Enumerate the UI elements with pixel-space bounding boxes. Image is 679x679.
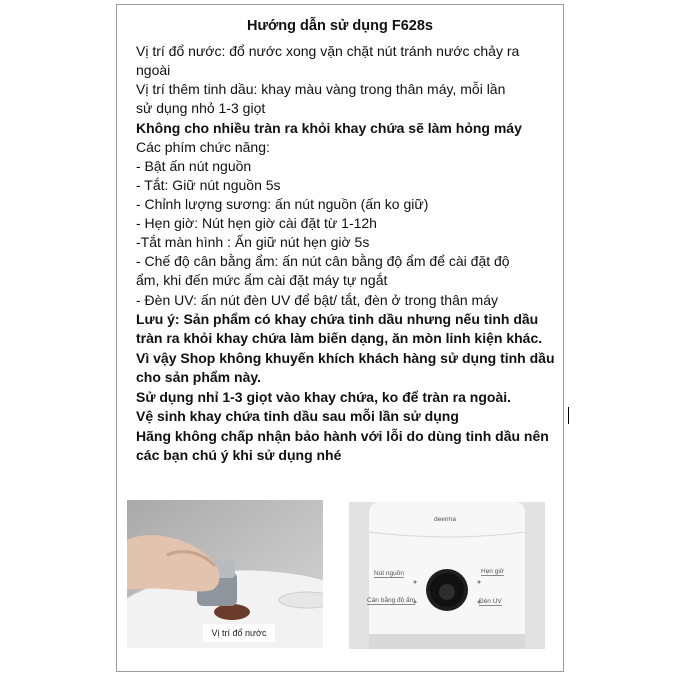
label-humidity-balance-button: Cân bằng độ ẩm: [367, 597, 416, 604]
document-line: Vệ sinh khay chứa tinh dầu sau mỗi lần sử dụng: [136, 408, 459, 424]
document-line: các bạn chú ý khi sử dụng nhé: [136, 447, 342, 463]
document-line: - Chế độ cân bằng ẩm: ấn nút cân bằng độ ẩm để cài đặt độ: [136, 253, 510, 269]
document-line: Không cho nhiều tràn ra khỏi khay chứa sẽ làm hỏng máy: [136, 120, 522, 136]
document-line: Sử dụng nhỉ 1-3 giọt vào khay chứa, ko để tràn ra ngoài.: [136, 389, 512, 405]
water-fill-photo: [127, 500, 323, 648]
document-line: cho sản phẩm này.: [136, 369, 261, 385]
document-line: - Bật ấn nút nguồn: [136, 158, 252, 174]
document-line: Vì vậy Shop không khuyến khích khách hàng sử dụng tinh dầu: [136, 350, 555, 366]
document-line: ẩm, khi đến mức ẩm cài đặt máy tự ngắt: [136, 272, 388, 288]
document-line: Vị trí thêm tinh dầu: khay màu vàng trong thân máy, mỗi lần: [136, 81, 506, 97]
control-panel-photo: [349, 502, 545, 649]
document-line: ngoài: [136, 62, 171, 78]
label-uv-button: Đèn UV: [479, 598, 502, 605]
label-power-button: Nút nguồn: [374, 570, 404, 577]
document-line: Lưu ý: Sản phẩm có khay chứa tinh dầu nhưng nếu tinh dầu: [136, 311, 539, 327]
document-line: tràn ra khỏi khay chứa làm biến dạng, ăn mòn linh kiện khác.: [136, 330, 543, 346]
document-line: Hãng không chấp nhận bảo hành với lỗi do dùng tinh dầu nên: [136, 428, 549, 444]
document-line: -Tắt màn hình : Ấn giữ nút hẹn giờ 5s: [136, 234, 370, 250]
brand-logo: deerma: [434, 516, 457, 523]
document-line: sử dụng nhỏ 1-3 giọt: [136, 100, 266, 116]
document-title: Hướng dẫn sử dụng F628s: [247, 18, 433, 34]
document-page: [116, 4, 564, 672]
document-line: Vị trí đổ nước: đổ nước xong vặn chặt nút tránh nước chảy ra: [136, 43, 520, 59]
document-line: - Đèn UV: ấn nút đèn UV để bật/ tắt, đèn ở trong thân máy: [136, 292, 498, 308]
document-line: Các phím chức năng:: [136, 139, 270, 155]
document-line: - Tắt: Giữ nút nguồn 5s: [136, 177, 281, 193]
document-line: - Chỉnh lượng sương: ấn nút nguồn (ấn ko giữ): [136, 196, 429, 212]
text-cursor: [568, 407, 569, 424]
water-fill-caption: Vị trí đổ nước: [203, 624, 275, 642]
document-line: - Hẹn giờ: Nút hẹn giờ cài đặt từ 1-12h: [136, 215, 377, 231]
label-timer-button: Hẹn giờ: [481, 568, 505, 575]
